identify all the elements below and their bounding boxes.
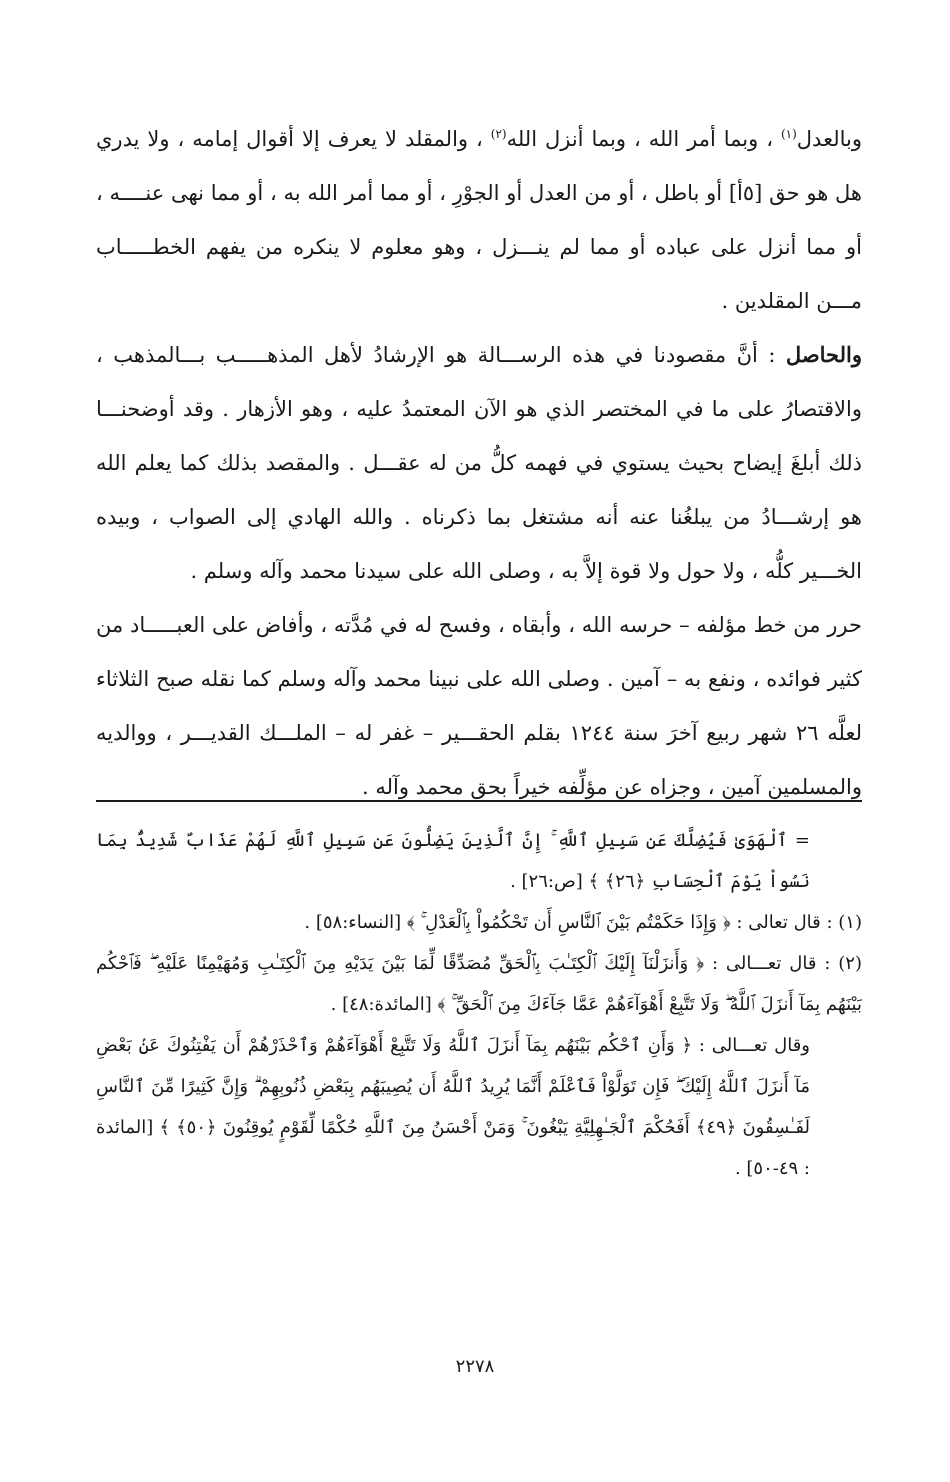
paragraph-3: حرر من خط مؤلفه – حرسه الله ، وأبقاه ، وفسح له في مُدَّته ، وأفاض على العبـــــاد من كثير فوائده ، ونفع به – آمين . وصلى الله على نبينا محمد وآله وسلم كما نقله صبح الثلاثاء لعلَّه ٢٦ شهر ربيع آخرَ سنة ١٢٤٤ بقلم الحقـــير – غفر له – الملـــك القديـــر ، ووالديه والمسلمين آمين ، وجزاه عن مؤلِّفه خيراً بحق محمد وآله .	[96, 613, 862, 799]
footnotes	[96, 820, 862, 1189]
paragraph-2	[96, 328, 862, 598]
p1-text-c: ، والمقلد لا يعرف إلا أقوال إمامه ، ولا يدري هل هو حق [٥أ] أو باطل ، أو من العدل أو الجوْرِ ، أو مما أمر الله به ، أو مما نهى عنــــه ، أو مما أنزل على عباده أو مما لم ينـــزل ، وهو معلوم لا ينكره من يفهم الخطـــــاب مـــن المقلدين .	[96, 127, 862, 313]
footnote-continuation: = ٱلْهَوَىٰ فَيُضِلَّكَ عَن سَبِيلِ ٱللَّهِ ۚ إِنَّ ٱلَّذِينَ يَضِلُّونَ عَن سَبِيلِ ٱللَّهِ لَهُمْ عَذَابٌ شَدِيدٌۢ بِمَا نَسُواْ يَوْمَ ٱلْحِسَابِ ﴿٢٦﴾ ﴾ [ص:٢٦] .	[96, 830, 810, 892]
footnote-1: (١) : قال تعالى : ﴿ وَإِذَا حَكَمْتُم بَيْنَ ٱلنَّاسِ أَن تَحْكُمُواْ بِٱلْعَدْلِ ۚ ﴾ [النساء:٥٨] .	[304, 912, 862, 933]
paragraph-2-lead: والحاصل	[785, 342, 862, 367]
footnote-ref-2: (٢)	[490, 127, 507, 141]
footnote-2: (٢) : قال تعـــالى : ﴿ وَأَنزَلْنَآ إِلَيْكَ ٱلْكِتَـٰبَ بِٱلْحَقِّ مُصَدِّقًا لِّمَا بَيْنَ يَدَيْهِ مِنَ ٱلْكِتَـٰبِ وَمُهَيْمِنًا عَلَيْهِ ۖ فَٱحْكُم بَيْنَهُم بِمَآ أَنزَلَ ٱللَّهُ ۖ وَلَا تَتَّبِعْ أَهْوَآءَهُمْ عَمَّا جَآءَكَ مِنَ ٱلْحَقِّ ۚ ﴾ [المائدة:٤٨] .	[96, 953, 862, 1015]
footnote-2-continued: وقال تعـــالى : ﴿ وَأَنِ ٱحْكُم بَيْنَهُم بِمَآ أَنزَلَ ٱللَّهُ وَلَا تَتَّبِعْ أَهْوَآءَهُمْ وَٱحْذَرْهُمْ أَن يَفْتِنُوكَ عَنۢ بَعْضِ مَآ أَنزَلَ ٱللَّهُ إِلَيْكَ ۖ فَإِن تَوَلَّوْاْ فَٱعْلَمْ أَنَّمَا يُرِيدُ ٱللَّهُ أَن يُصِيبَهُم بِبَعْضِ ذُنُوبِهِمْ ۗ وَإِنَّ كَثِيرًا مِّنَ ٱلنَّاسِ لَفَـٰسِقُونَ ﴿٤٩﴾ أَفَحُكْمَ ٱلْجَـٰهِلِيَّةِ يَبْغُونَ ۚ وَمَنْ أَحْسَنُ مِنَ ٱللَّهِ حُكْمًا لِّقَوْمٍ يُوقِنُونَ ﴿٥٠﴾ ﴾ [المائدة : ٤٩-٥٠] .	[96, 1035, 810, 1179]
main-text	[96, 112, 862, 814]
page-number: ٢٢٧٨	[455, 1356, 495, 1377]
footnote-divider	[96, 800, 862, 802]
paragraph-1	[96, 112, 862, 328]
paragraph-2-text: : أنَّ مقصودنا في هذه الرســـالة هو الإرشادُ لأهل المذهـــــب بـــالمذهب ، والاقتصارُ على ما في المختصر الذي هو الآن المعتمدُ عليه ، وهو الأزهار . وقد أوضحنـــا ذلك أبلغَ إيضاح بحيث يستوي في فهمه كلُّ من له عقـــل . والمقصد بذلك كما يعلم الله هو إرشـــادُ من يبلغُنا عنه أنه مشتغل بما ذكرناه . والله الهادي إلى الصواب ، وبيده الخـــير كلُّه ، ولا حول ولا قوة إلاَّ به ، وصلى الله على سيدنا محمد وآله وسلم .	[96, 343, 862, 583]
p1-text-b: ، وبما أمر الله ، وبما أنزل الله	[506, 127, 781, 151]
footnote-ref-1: (١)	[780, 127, 797, 141]
p1-text-a: وبالعدل	[796, 127, 862, 151]
